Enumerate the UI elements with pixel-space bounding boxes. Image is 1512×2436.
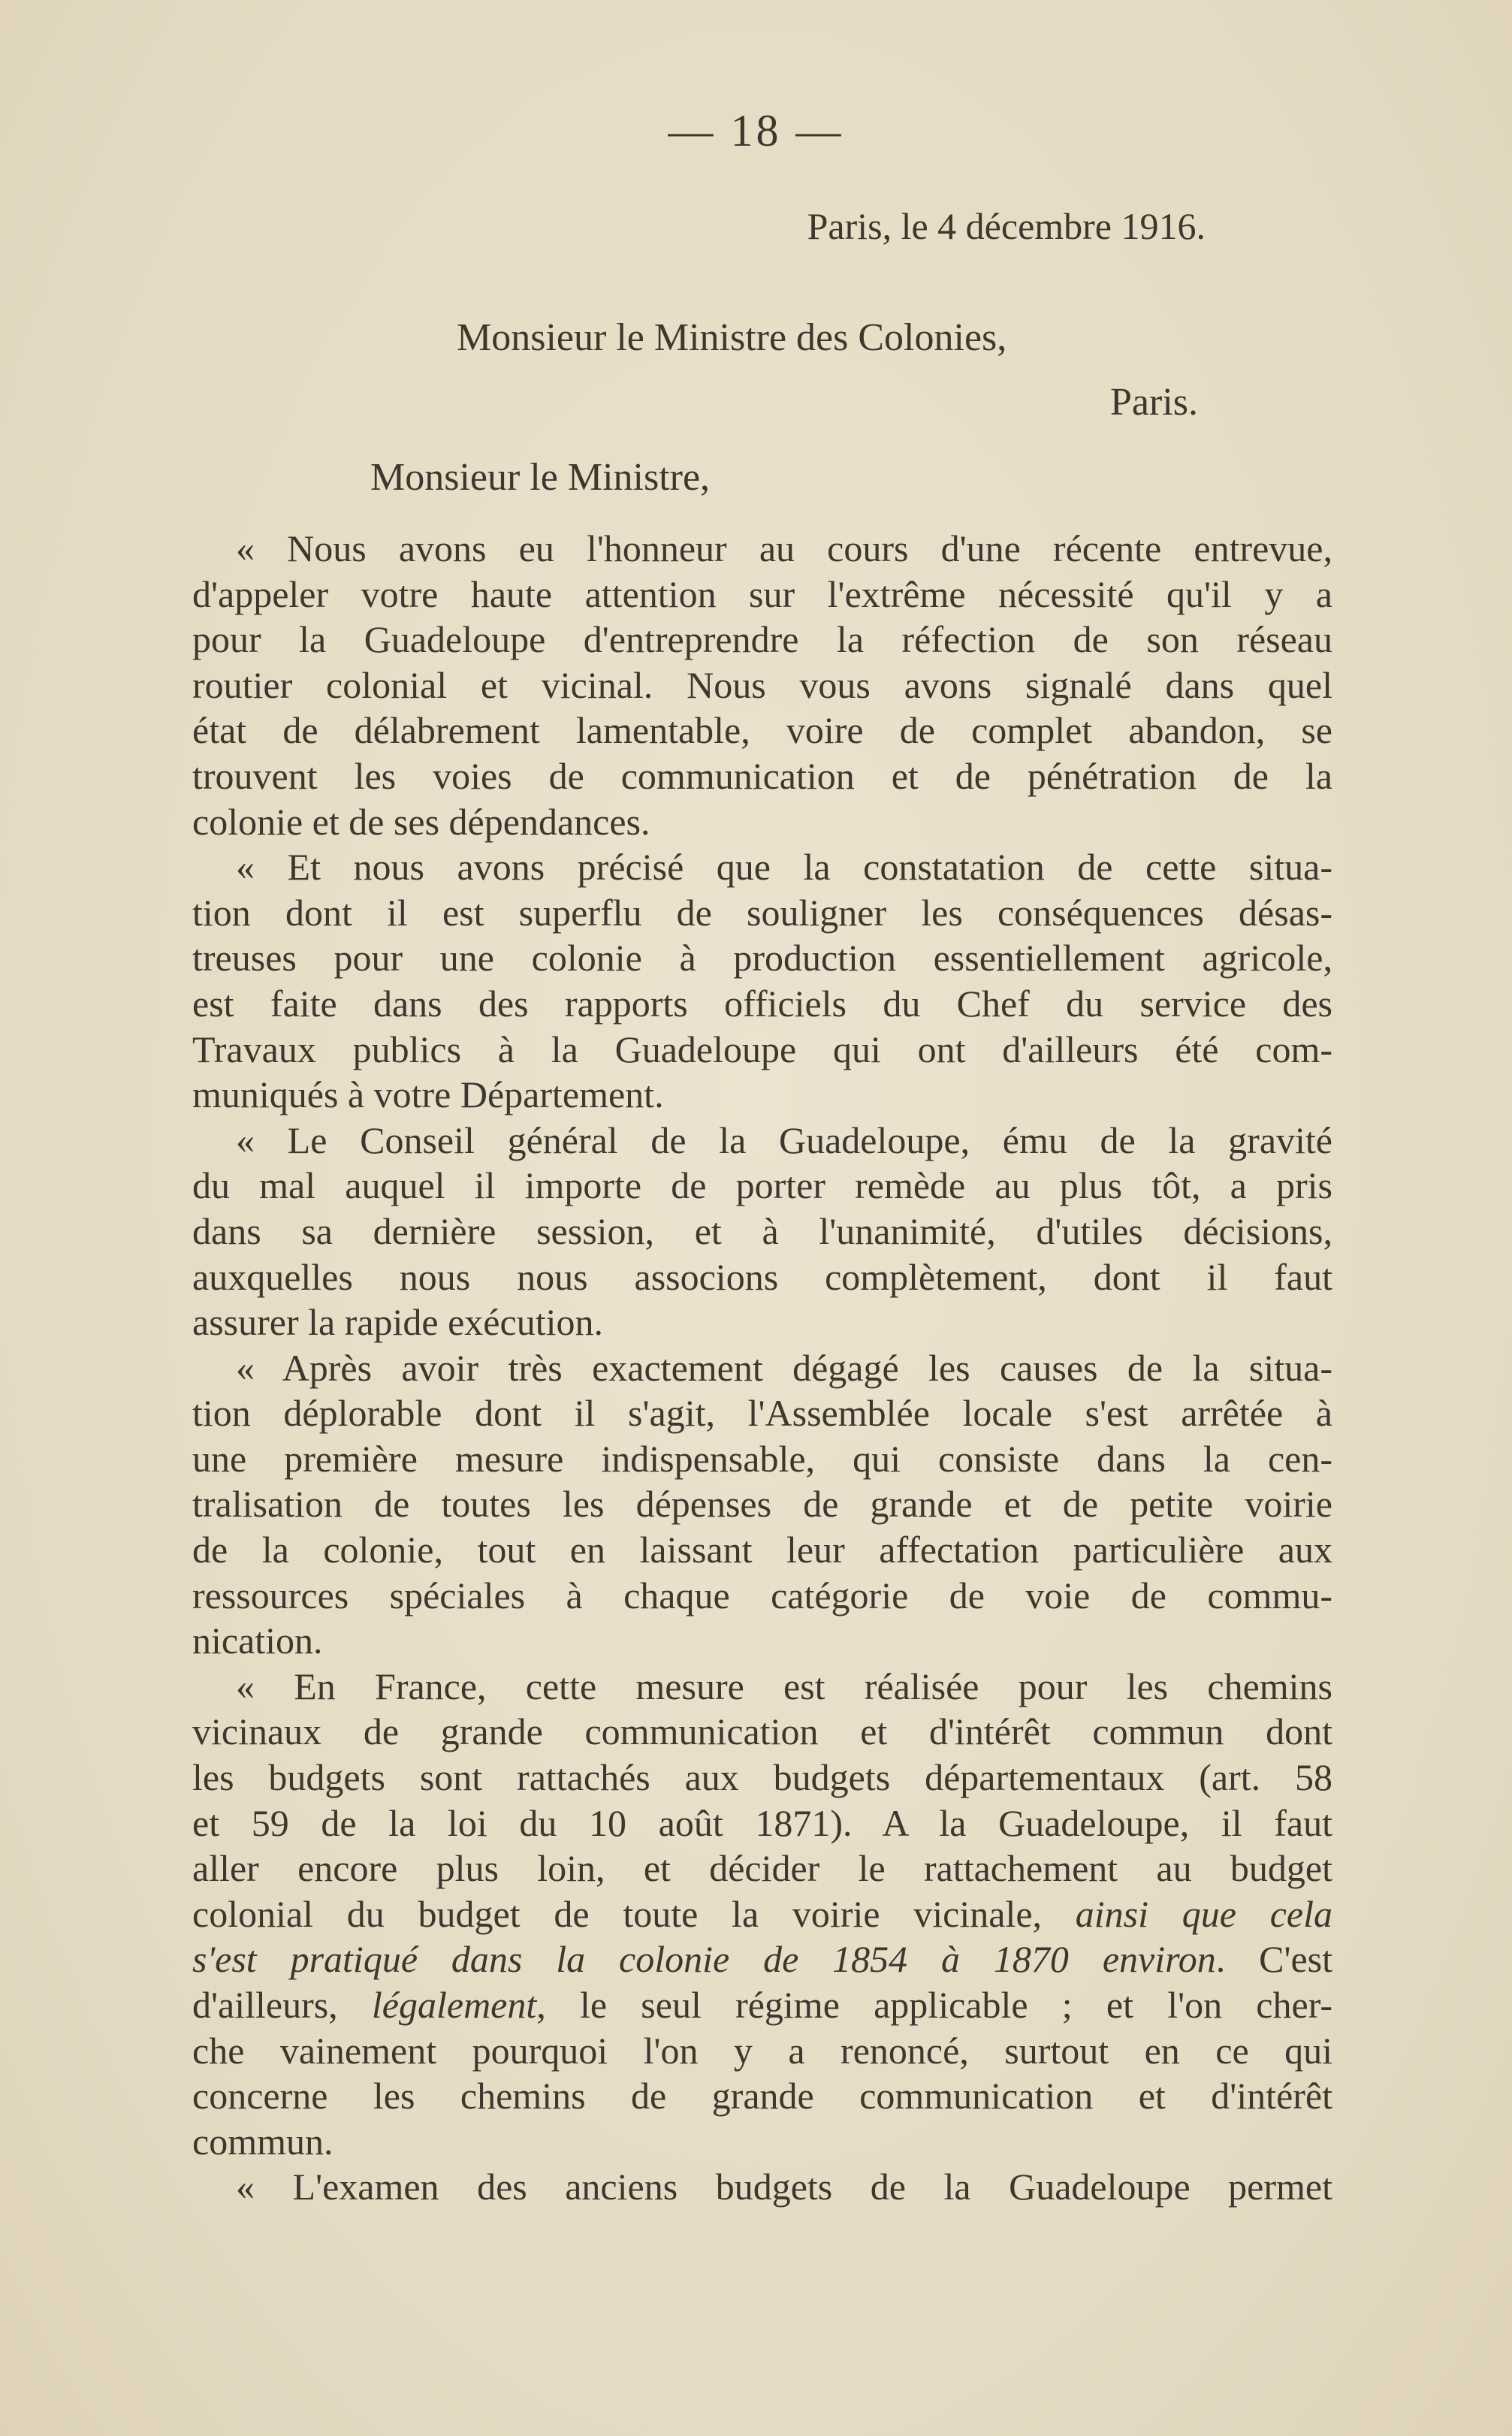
text-span: « Le Conseil général de la Guadeloupe, ému de la gravité xyxy=(236,1118,1332,1161)
text-line xyxy=(192,935,1332,981)
text-line xyxy=(192,753,1332,799)
text-span: colonie et de ses dépendances. xyxy=(192,800,650,843)
text-line xyxy=(192,1390,1332,1436)
text-span: concerne les chemins de grande communication et d'intérêt xyxy=(192,2075,1332,2118)
text-line xyxy=(192,1300,1332,1345)
text-line xyxy=(192,1755,1332,1801)
text-span: , le seul régime applicable ; et l'on cher- xyxy=(536,1984,1332,2026)
text-line xyxy=(192,1163,1332,1209)
text-line xyxy=(192,708,1332,753)
text-line xyxy=(192,1436,1332,1482)
paragraph xyxy=(192,1664,1332,2165)
text-line xyxy=(192,1891,1332,1937)
text-line xyxy=(192,1027,1332,1073)
paragraph xyxy=(192,844,1332,1118)
salutation: Monsieur le Ministre, xyxy=(370,456,711,499)
text-span: une première mesure indispensable, qui consiste dans la cen- xyxy=(192,1437,1332,1480)
text-span: tion déplorable dont il s'agit, l'Assemblée locale s'est arrêtée à xyxy=(192,1392,1332,1435)
paragraph xyxy=(192,1345,1332,1664)
letter-body xyxy=(192,526,1332,2210)
text-span: auxquelles nous nous associons complètement, dont il faut xyxy=(192,1255,1332,1298)
text-line xyxy=(192,1345,1332,1391)
text-line xyxy=(192,1936,1332,1982)
text-span: aller encore plus loin, et décider le rattachement au budget xyxy=(192,1847,1332,1890)
text-span: treuses pour une colonie à production essentiellement agricole, xyxy=(192,937,1332,980)
text-line xyxy=(192,1072,1332,1118)
text-line xyxy=(192,663,1332,708)
text-line xyxy=(192,890,1332,936)
text-line xyxy=(192,1118,1332,1164)
text-span: commun. xyxy=(192,2120,333,2163)
text-line xyxy=(192,1527,1332,1573)
paragraph xyxy=(192,2164,1332,2210)
text-span: tion dont il est superflu de souligner les conséquences désas- xyxy=(192,891,1332,934)
text-line xyxy=(192,981,1332,1027)
text-span: et 59 de la loi du 10 août 1871). A la Guadeloupe, il faut xyxy=(192,1801,1332,1844)
text-span: tralisation de toutes les dépenses de grande et de petite voirie xyxy=(192,1483,1332,1526)
text-line xyxy=(192,1209,1332,1254)
page-number: — 18 — xyxy=(668,106,844,155)
text-span: Travaux publics à la Guadeloupe qui ont d'ailleurs été com- xyxy=(192,1028,1332,1070)
text-span: trouvent les voies de communication et de pénétration de la xyxy=(192,754,1332,797)
text-line xyxy=(192,1254,1332,1300)
text-line xyxy=(192,799,1332,845)
addressee-city: Paris. xyxy=(1110,381,1198,424)
text-span: « En France, cette mesure est réalisée pour les chemins xyxy=(236,1665,1332,1707)
text-span: pour la Guadeloupe d'entreprendre la réfection de son réseau xyxy=(192,618,1332,661)
text-line xyxy=(192,1846,1332,1891)
text-span: d'ailleurs, xyxy=(192,1984,372,2026)
text-span: vicinaux de grande communication et d'intérêt commun dont xyxy=(192,1710,1332,1753)
text-line xyxy=(192,1982,1332,2028)
text-span: . C'est xyxy=(1215,1938,1333,1981)
text-line xyxy=(192,1481,1332,1527)
text-line xyxy=(192,1801,1332,1846)
text-span: d'appeler votre haute attention sur l'extrême nécessité qu'il y a xyxy=(192,572,1332,615)
text-line xyxy=(192,2028,1332,2074)
text-line xyxy=(192,2119,1332,2165)
text-span: du mal auquel il importe de porter remède au plus tôt, a pris xyxy=(192,1164,1332,1207)
text-span: « Nous avons eu l'honneur au cours d'une récente entrevue, xyxy=(236,527,1332,569)
letter-addressee: Monsieur le Ministre des Colonies, xyxy=(457,316,1007,359)
text-span: routier colonial et vicinal. Nous vous avons signalé dans quel xyxy=(192,663,1332,706)
text-span: che vainement pourquoi l'on y a renoncé, surtout en ce qui xyxy=(192,2029,1332,2072)
text-line xyxy=(192,526,1332,572)
text-line xyxy=(192,572,1332,617)
text-span: est faite dans des rapports officiels du Chef du service des xyxy=(192,982,1332,1025)
text-span: les budgets sont rattachés aux budgets départementaux (art. 58 xyxy=(192,1756,1332,1799)
text-span: colonial du budget de toute la voirie vicinale, xyxy=(192,1892,1076,1935)
text-span: ressources spéciales à chaque catégorie de voie de commu- xyxy=(192,1574,1332,1616)
text-line xyxy=(192,2073,1332,2119)
text-span: nication. xyxy=(192,1619,323,1662)
text-line xyxy=(192,1618,1332,1664)
text-line xyxy=(192,844,1332,890)
text-line xyxy=(192,1664,1332,1710)
italic-text: ainsi que cela xyxy=(1075,1892,1332,1935)
text-span: état de délabrement lamentable, voire de complet abandon, se xyxy=(192,709,1332,752)
paragraph xyxy=(192,526,1332,844)
text-line xyxy=(192,1709,1332,1755)
italic-text: légalement xyxy=(371,1984,537,2026)
italic-text: s'est pratiqué dans la colonie de 1854 à 1870 environ xyxy=(192,1938,1216,1981)
text-span: « L'examen des anciens budgets de la Guadeloupe permet xyxy=(236,2166,1332,2208)
text-line xyxy=(192,617,1332,663)
text-span: assurer la rapide exécution. xyxy=(192,1301,603,1344)
text-span: « Après avoir très exactement dégagé les causes de la situa- xyxy=(236,1346,1332,1389)
text-span: muniqués à votre Département. xyxy=(192,1073,664,1116)
letter-date: Paris, le 4 décembre 1916. xyxy=(807,205,1206,247)
text-span: dans sa dernière session, et à l'unanimité, d'utiles décisions, xyxy=(192,1209,1332,1252)
text-span: de la colonie, tout en laissant leur affectation particulière aux xyxy=(192,1529,1332,1571)
text-span: « Et nous avons précisé que la constatation de cette situa- xyxy=(236,846,1332,889)
paragraph xyxy=(192,1118,1332,1345)
text-line xyxy=(192,1573,1332,1619)
text-line xyxy=(192,2164,1332,2210)
